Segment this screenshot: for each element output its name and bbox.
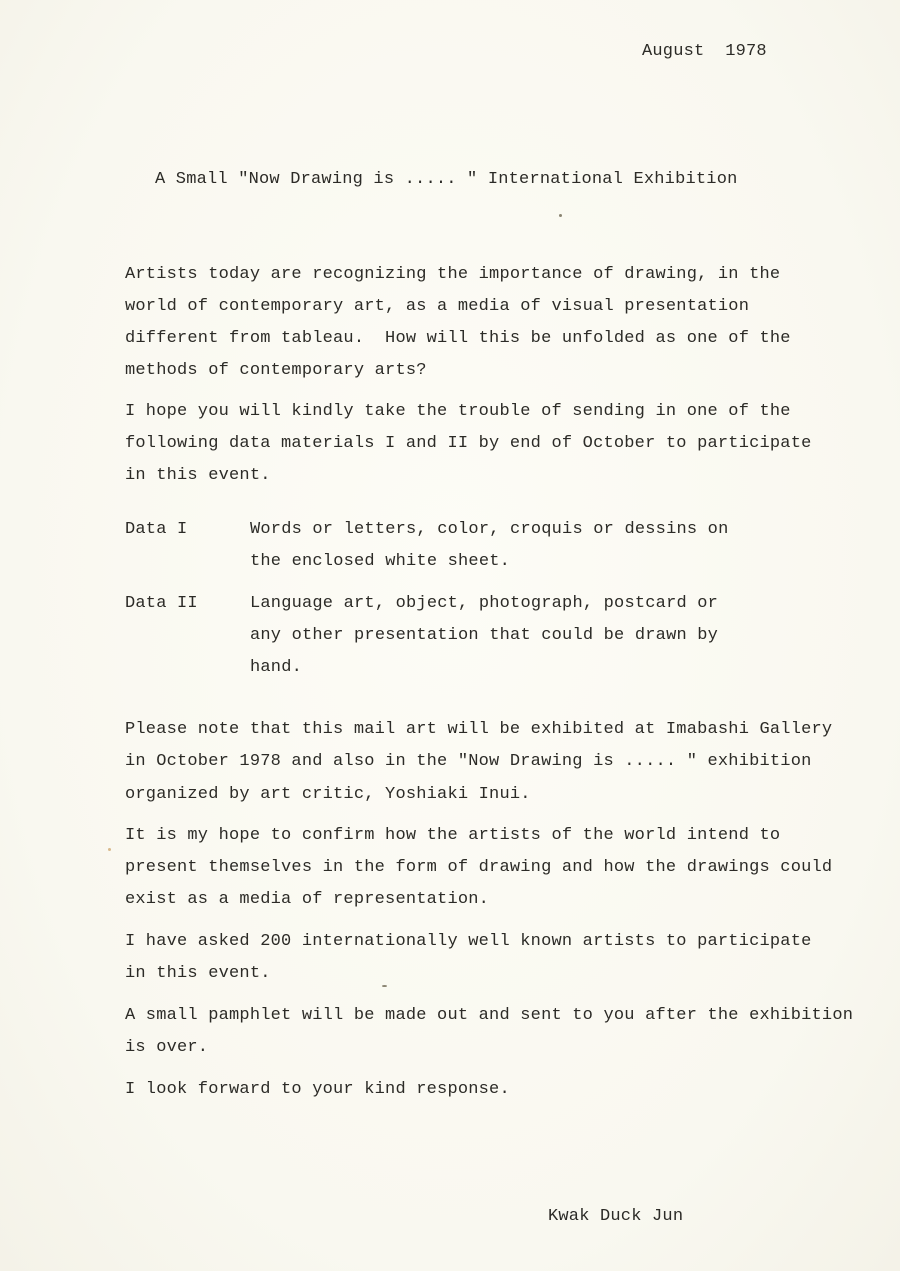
- paragraph-line: in this event.: [125, 466, 271, 485]
- data-item-line: the enclosed white sheet.: [250, 552, 511, 571]
- paragraph-line: organized by art critic, Yoshiaki Inui.: [125, 785, 531, 804]
- paragraph-line: different from tableau. How will this be unfolded as one of the: [125, 329, 791, 348]
- letter-date: August 1978: [642, 42, 767, 61]
- paragraph-line: in this event.: [125, 964, 271, 983]
- paragraph-line: exist as a media of representation.: [125, 890, 490, 909]
- paragraph-line: A small pamphlet will be made out and sent to you after the exhibition: [125, 1006, 854, 1025]
- paper-speck: [108, 848, 111, 851]
- paragraph-line: is over.: [125, 1038, 209, 1057]
- paragraph-line: I look forward to your kind response.: [125, 1080, 510, 1099]
- paper-speck: [382, 985, 387, 987]
- signature: Kwak Duck Jun: [548, 1207, 684, 1226]
- paper-speck: [559, 214, 562, 217]
- data-item-line: Language art, object, photograph, postcard or: [250, 594, 719, 613]
- paragraph-line: Artists today are recognizing the importance of drawing, in the: [125, 265, 781, 284]
- paragraph-line: in October 1978 and also in the "Now Drawing is ..... " exhibition: [125, 752, 812, 771]
- paragraph-line: world of contemporary art, as a media of visual presentation: [125, 297, 750, 316]
- paragraph-line: It is my hope to confirm how the artists of the world intend to: [125, 826, 781, 845]
- paragraph-line: present themselves in the form of drawing and how the drawings could: [125, 858, 833, 877]
- data-item-line: any other presentation that could be drawn by: [250, 626, 719, 645]
- data-item-label: Data I: [125, 520, 188, 539]
- paragraph-line: I have asked 200 internationally well known artists to participate: [125, 932, 812, 951]
- data-item-line: Words or letters, color, croquis or dessins on: [250, 520, 729, 539]
- paragraph-line: Please note that this mail art will be exhibited at Imabashi Gallery: [125, 720, 833, 739]
- data-item-line: hand.: [250, 658, 303, 677]
- paragraph-line: methods of contemporary arts?: [125, 361, 427, 380]
- data-item-label: Data II: [125, 594, 198, 613]
- paragraph-line: I hope you will kindly take the trouble of sending in one of the: [125, 402, 791, 421]
- letter-title: A Small "Now Drawing is ..... " International Exhibition: [155, 170, 738, 189]
- paragraph-line: following data materials I and II by end of October to participate: [125, 434, 812, 453]
